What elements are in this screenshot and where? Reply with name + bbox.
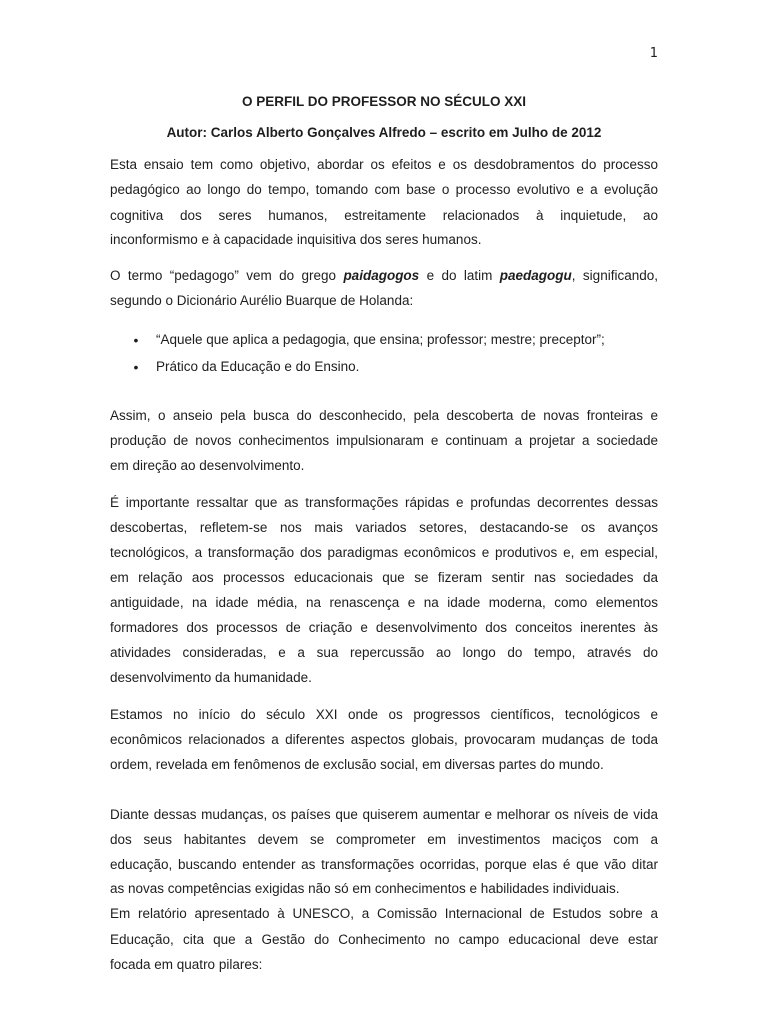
text-line: ordem, revelada em fenômenos de exclusão social, em diversas partes do mundo. [110,757,604,772]
text-line: Em relatório apresentado à UNESCO, a Comissão Internacional de Estudos sobre a [110,906,658,921]
text-line [110,266,658,286]
text-line: as novas competências exigidas não só em conhecimentos e habilidades individuais. [110,881,620,896]
text-run: e do latim [419,268,500,283]
document-title: O PERFIL DO PROFESSOR NO SÉCULO XXI [241,94,527,109]
text-line: Educação, cita que a Gestão do Conhecimento no campo educacional deve estar [110,932,658,947]
text-line: antiguidade, na idade média, na renascença e na idade moderna, como elementos [110,595,658,610]
list-item-text: Prático da Educação e do Ensino. [156,359,360,374]
text-line: produção de novos conhecimentos impulsionaram e continuam a projetar a sociedade [110,433,658,448]
text-line: atividades consideradas, e a sua repercussão ao longo do tempo, através do [110,645,658,660]
list-item [130,330,658,350]
text-line: segundo o Dicionário Aurélio Buarque de Holanda: [110,293,414,308]
text-line: tecnológicos, a transformação dos paradigmas econômicos e produtivos e, em especial, [110,545,658,560]
list-item-text: “Aquele que aplica a pedagogia, que ensina; professor; mestre; preceptor”; [156,332,605,347]
text-line: cognitiva dos seres humanos, estreitamente relacionados à inquietude, ao [110,208,658,223]
text-line: descobertas, refletem-se nos mais variados setores, destacando-se os avanços [110,520,658,535]
text-run: , significando, [571,268,658,283]
text-line: Diante dessas mudanças, os países que quiserem aumentar e melhorar os níveis de vida [110,807,658,822]
author-line: Autor: Carlos Alberto Gonçalves Alfredo – escrito em Julho de 2012 [166,125,602,140]
list-item [130,357,658,377]
text-line: em relação aos processos educacionais que se fizeram sentir nas sociedades da [110,570,658,585]
text-line: Esta ensaio tem como objetivo, abordar os efeitos e os desdobramentos do processo [110,157,658,172]
text-line: Estamos no início do século XXI onde os progressos científicos, tecnológicos e [110,707,658,722]
text-line: desenvolvimento da humanidade. [110,670,312,685]
text-line: Assim, o anseio pela busca do desconhecido, pela descoberta de novas fronteiras e [110,408,658,423]
text-line: pedagógico ao longo do tempo, tomando com base o processo evolutivo e a evolução [110,182,658,197]
bullet-icon: • [133,332,139,348]
text-line: formadores dos processos de criação e desenvolvimento dos conceitos inerentes às [110,620,658,635]
greek-term: paidagogos [343,268,420,283]
text-run: O termo “pedagogo” vem do grego [110,268,344,283]
text-line: dos seus habitantes devem se comprometer em investimentos maciços com a [110,832,658,847]
text-line: educação, buscando entender as transformações ocorridas, porque elas é que vão ditar [110,857,658,872]
latin-term: paedagogu [499,268,572,283]
page-number: 1 [649,46,658,61]
text-line: É importante ressaltar que as transformações rápidas e profundas decorrentes dessas [110,495,658,510]
text-line: econômicos relacionados a diferentes aspectos globais, provocaram mudanças de toda [110,732,658,747]
text-line: em direção ao desenvolvimento. [110,458,305,473]
text-line: focada em quatro pilares: [110,957,263,972]
text-line: inconformismo e à capacidade inquisitiva dos seres humanos. [110,232,482,247]
bullet-icon: • [133,359,139,375]
